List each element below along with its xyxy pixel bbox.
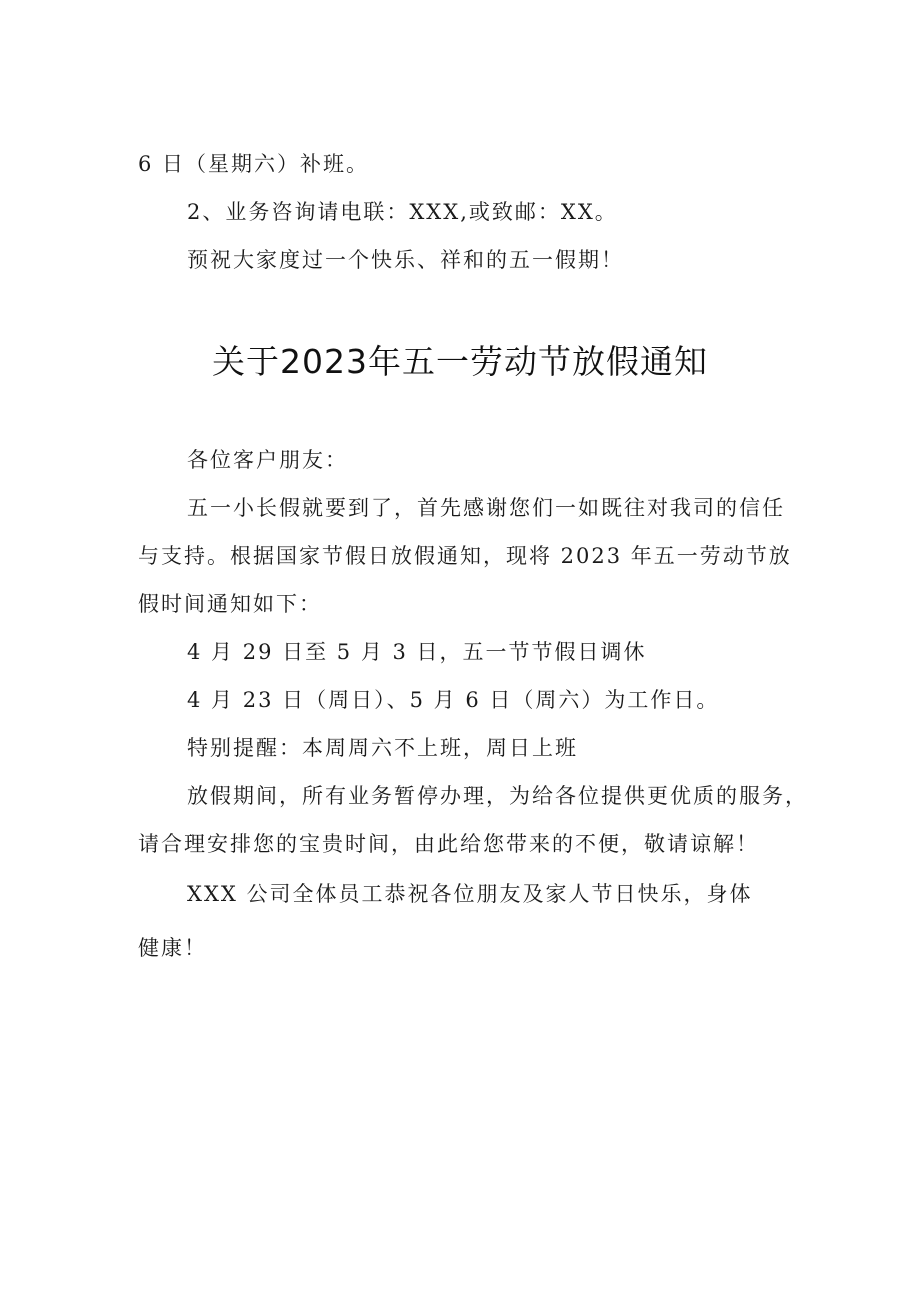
work-days-line: 4 月 23 日（周日）、5 月 6 日（周六）为工作日。 <box>187 688 720 712</box>
special-reminder-line: 特别提醒：本周周六不上班，周日上班 <box>187 736 578 760</box>
service-paragraph-line-1: 放假期间，所有业务暂停办理，为给各位提供更优质的服务， <box>187 784 808 808</box>
intro-paragraph-line-1: 五一小长假就要到了，首先感谢您们一如既往对我司的信任 <box>187 496 785 520</box>
closing-line-1: XXX 公司全体员工恭祝各位朋友及家人节日快乐，身体 <box>187 882 753 906</box>
holiday-dates-line: 4 月 29 日至 5 月 3 日，五一节节假日调休 <box>187 640 647 664</box>
salutation: 各位客户朋友： <box>187 448 348 472</box>
notice-title: 关于2023年五一劳动节放假通知 <box>212 342 708 381</box>
intro-paragraph-line-2: 与支持。根据国家节假日放假通知，现将 2023 年五一劳动节放 <box>138 544 792 568</box>
continued-text-line: 6 日（星期六）补班。 <box>138 152 370 176</box>
contact-info-line: 2、业务咨询请电联：XXX,或致邮：XX。 <box>187 200 618 224</box>
service-paragraph-line-2: 请合理安排您的宝贵时间，由此给您带来的不便，敬请谅解！ <box>138 832 759 856</box>
intro-paragraph-line-3: 假时间通知如下： <box>138 592 322 616</box>
closing-line-2: 健康！ <box>138 936 207 960</box>
wishes-line: 预祝大家度过一个快乐、祥和的五一假期！ <box>187 248 624 272</box>
